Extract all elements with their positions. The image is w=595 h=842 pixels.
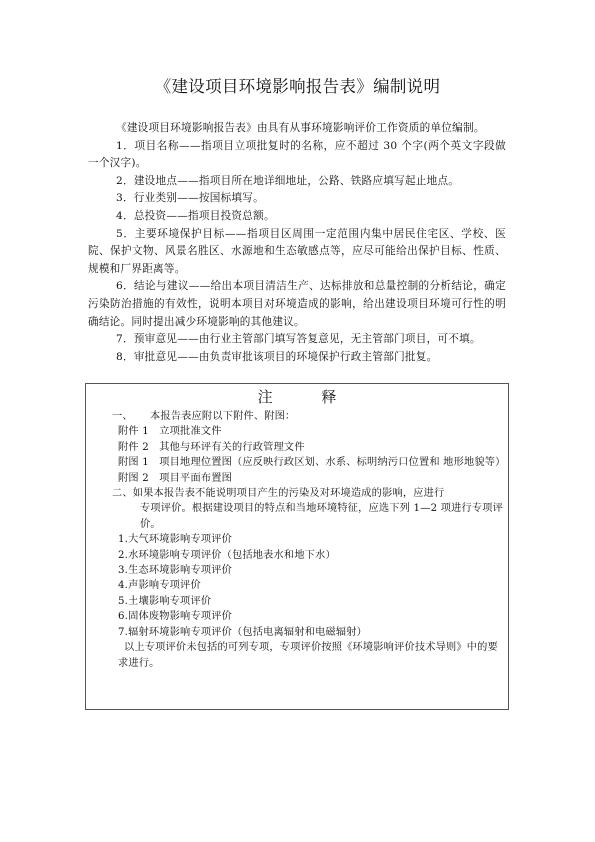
notes-item-1 (92, 409, 504, 424)
figure-1: 附图 1 项目地理位置图（应反映行政区划、水系、标明纳污口位置和 地形地貌等） (118, 457, 506, 469)
notes-item-1-text: 本报告表应附以下附件、附图： (150, 411, 296, 422)
list-item: 2.水环境影响专项评价（包括地表水和地下水） (118, 549, 336, 561)
item-project-name: 1．项目名称——指项目立项批复时的名称，应不超过 30 个字(两个英文字段做一个汉字)。 (88, 139, 506, 170)
notes-item-1-number: 一、 (112, 411, 133, 422)
item-industry: 3．行业类别——按国标填写。 (116, 192, 264, 205)
item-conclusions: 6．结论与建议——给出本项目清洁生产、达标排放和总量控制的分析结论，确定污染防治措施的有效性，说明本项目对环境造成的影响，给出建设项目环境可行性的明确结论。同时提出减少环境影响的其他建议。 (88, 280, 506, 328)
notes-box (85, 383, 509, 710)
attachment-2: 附件 2 其他与环评有关的行政管理文件 (118, 441, 305, 453)
item-investment: 4．总投资——指项目投资总额。 (116, 209, 275, 222)
intro-paragraph: 《建设项目环境影响报告表》由具有从事环境影响评价工作资质的单位编制。 (116, 122, 485, 134)
list-item: 4.声影响专项评价 (118, 580, 201, 592)
item-protection-targets: 5．主要环境保护目标——指项目区周围一定范围内集中居民住宅区、学校、医院、保护文物、风景名胜区、水源地和生态敏感点等，应尽可能给出保护目标、性质、规模和厂界距离等。 (88, 227, 506, 275)
item-pre-review: 7．预审意见——由行业主管部门填写答复意见，无主管部门项目，可不填。 (116, 333, 481, 346)
notes-item-2-line-1: 二、如果本报告表不能说明项目产生的污染及对环境造成的影响，应进行 (112, 488, 445, 500)
list-item: 3.生态环境影响专项评价 (118, 565, 232, 577)
intro-section (88, 120, 506, 366)
notes-title: 注 释 (257, 388, 359, 406)
list-item: 5.土壤影响专项评价 (118, 595, 212, 607)
list-item: 1.大气环境影响专项评价 (118, 534, 232, 546)
notes-tail: 以上专项评价未包括的可列专项，专项评价按照《环境影响评价技术导则》中的要求进行。 (118, 642, 498, 669)
notes-body (92, 409, 504, 671)
list-item: 7.辐射环境影响专项评价（包括电离辐射和电磁辐射） (118, 626, 368, 638)
notes-item-2-line-2: 专项评价。根据建设项目的特点和当地环境特征，应选下列 1—2 项进行专项评价。 (140, 503, 504, 530)
list-item: 6.固体废物影响专项评价 (118, 611, 232, 623)
figure-2: 附图 2 项目平面布置图 (118, 472, 232, 484)
item-location: 2．建设地点——指项目所在地详细地址，公路、铁路应填写起止地点。 (116, 174, 460, 187)
item-approval: 8．审批意见——由负责审批该项目的环境保护行政主管部门批复。 (116, 350, 438, 363)
page-title: 《建设项目环境影响报告表》编制说明 (154, 77, 441, 96)
attachment-1: 附件 1 立项批准文件 (118, 426, 222, 438)
